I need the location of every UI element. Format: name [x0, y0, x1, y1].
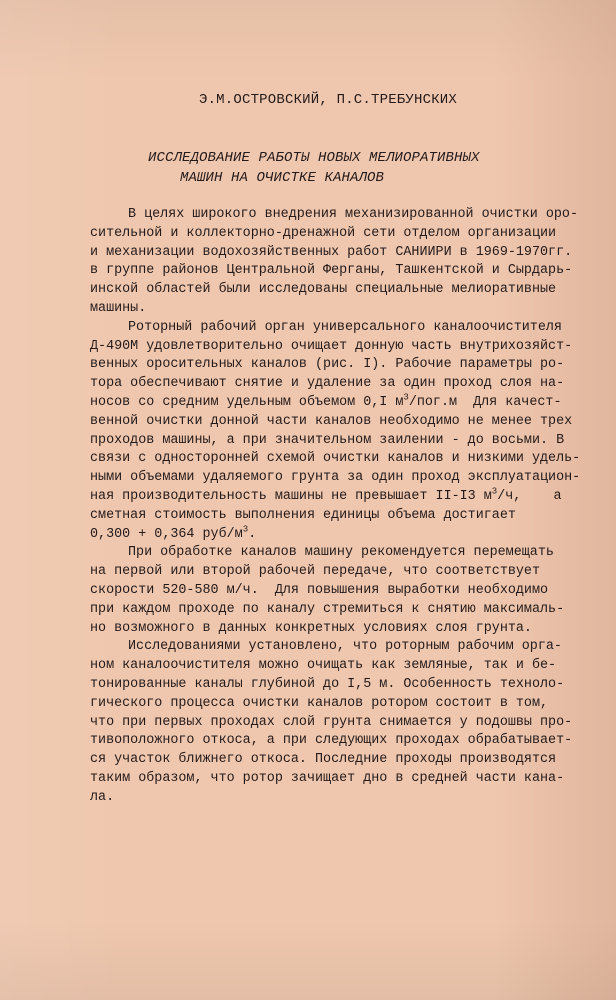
text-line: Исследованиями установлено, что роторным рабочим орга- [128, 639, 562, 655]
text-line: В целях широкого внедрения механизированной очистки оро- [128, 207, 578, 222]
paragraph-4 [90, 638, 595, 807]
paragraph-1 [90, 206, 595, 319]
article-body [90, 206, 595, 808]
text-line: связи с односторонней схемой очистки каналов и низкими удель- [90, 451, 581, 467]
text-line: машины. [90, 300, 147, 316]
text-fragment: 0,300 + 0,364 руб/м [90, 526, 243, 542]
text-line: при каждом проходе по каналу стремиться к снятию максималь- [90, 601, 565, 617]
superscript-3: 3 [491, 486, 498, 497]
text-line: гического процесса очистки каналов ротором состоит в том, [90, 695, 549, 711]
text-line-with-superscript [90, 488, 595, 507]
text-fragment: /ч, а [497, 488, 562, 504]
text-line: скорости 520-580 м/ч. Для повышения выработки необходимо [90, 582, 549, 598]
text-line-with-superscript [90, 526, 595, 545]
text-line: Роторный рабочий орган универсального каналоочистителя [128, 319, 562, 335]
authors-line [0, 92, 616, 108]
text-line: При обработке каналов машину рекомендуется перемещать [128, 545, 554, 561]
text-line: сительной и коллекторно-дренажной сети отделом организации [90, 225, 557, 241]
title-line-1: ИССЛЕДОВАНИЕ РАБОТЫ НОВЫХ МЕЛИОРАТИВНЫХ [148, 150, 480, 166]
text-line: ными объемами удаляемого грунта за один проход эксплуатацион- [90, 470, 581, 486]
text-line: тора обеспечивают снятие и удаление за один проход слоя на- [90, 376, 565, 392]
text-line: венной очистки донной части каналов необходимо не менее трех [90, 413, 573, 429]
text-line: и механизации водохозяйственных работ САНИИРИ в 1969-1970гг. [90, 244, 573, 260]
text-line: венных оросительных каналов (рис. I). Рабочие параметры ро- [90, 357, 565, 373]
text-line: инской областей были исследованы специальные мелиоративные [90, 282, 557, 298]
title-line-2: МАШИН НА ОЧИСТКЕ КАНАЛОВ [180, 170, 385, 186]
superscript-3: 3 [242, 524, 249, 535]
article-title [148, 148, 480, 188]
superscript-3: 3 [403, 392, 409, 403]
text-line: тонированные каналы глубиной до I,5 м. Особенность техноло- [90, 676, 565, 692]
text-line: в группе районов Центральной Ферганы, Ташкентской и Сырдарь- [90, 263, 573, 279]
text-line: Д-490М удовлетворительно очищает донную часть внутрихозяйст- [90, 338, 573, 354]
text-fragment: . [248, 526, 257, 542]
text-line: но возможного в данных конкретных условиях слоя грунта. [90, 620, 532, 636]
text-line: проходов машины, а при значительном заилении - до восьми. В [90, 432, 565, 448]
text-line: ся участок ближнего откоса. Последние проходы производятся [90, 752, 557, 768]
text-fragment: носов со средним удельным объемом 0,I м [90, 394, 404, 410]
text-fragment: ная производительность машины не превышает II-I3 м [90, 488, 492, 504]
text-fragment: /пог.м Для качест- [408, 394, 562, 410]
text-line: ла. [90, 789, 115, 805]
text-line: таким образом, что ротор зачищает дно в средней части кана- [90, 770, 565, 786]
text-line-with-superscript [90, 394, 595, 413]
text-line: ном каналоочистителя можно очищать как земляные, так и бе- [90, 658, 557, 674]
paragraph-2 [90, 319, 595, 545]
paragraph-3 [90, 544, 595, 638]
text-line: что при первых проходах слой грунта снимается у подошвы про- [90, 714, 573, 730]
authors-text: Э.М.ОСТРОВСКИЙ, П.С.ТРЕБУНСКИХ [198, 92, 458, 108]
text-line: на первой или второй рабочей передаче, что соответствует [90, 564, 540, 580]
text-line: тивоположного откоса, а при следующих проходах обрабатывает- [90, 733, 573, 749]
text-line: сметная стоимость выполнения единицы объема достигает [90, 507, 516, 523]
